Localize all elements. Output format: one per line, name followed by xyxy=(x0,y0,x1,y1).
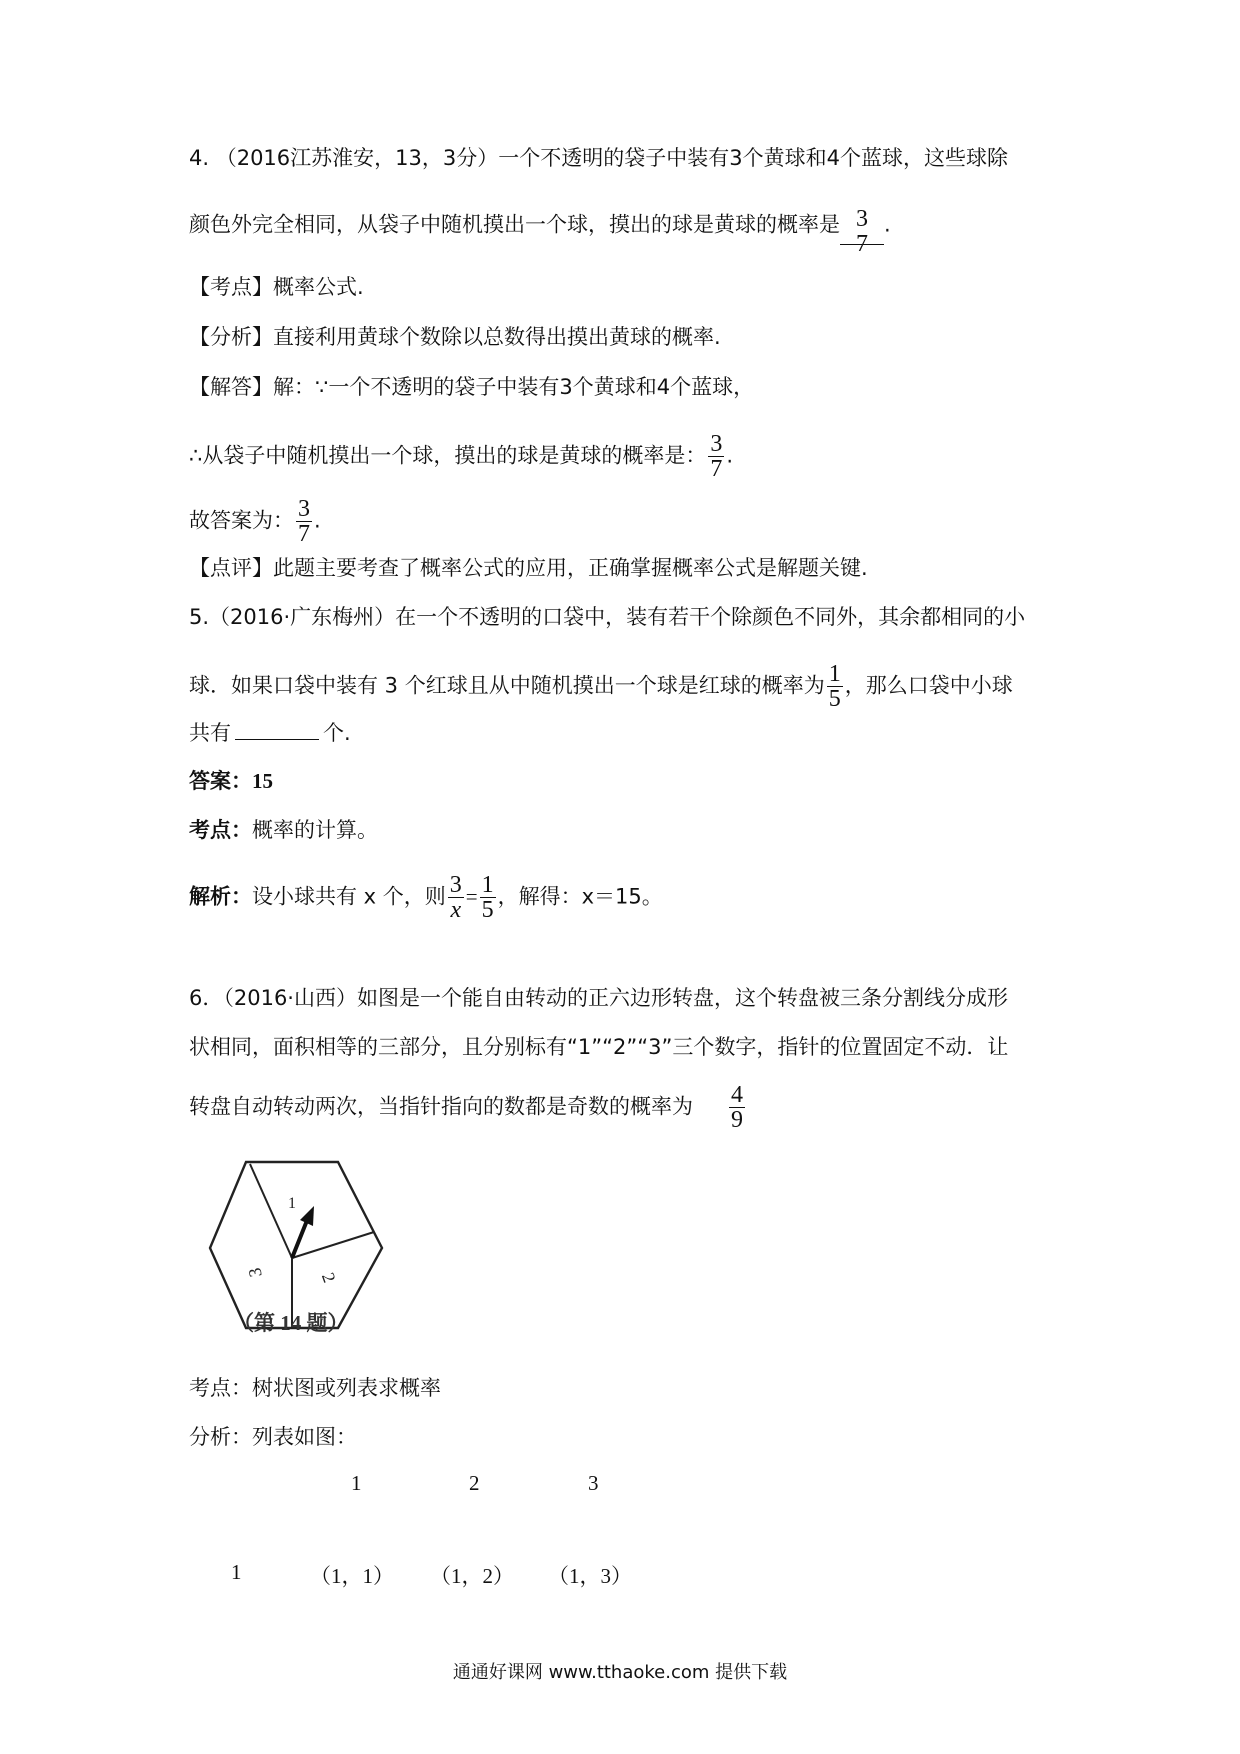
q6-line3 xyxy=(189,1083,747,1132)
q5-jiexi-label: 解析： xyxy=(189,884,252,909)
table-row-label: 1 xyxy=(231,1560,242,1584)
q4-therefore xyxy=(189,432,733,481)
q5-line2-text: 球．如果口袋中装有 3 个红球且从中随机摸出一个球是红球的概率为 xyxy=(189,673,825,698)
q4-jieda: 【解答】解：∵一个不透明的袋子中装有3个黄球和4个蓝球， xyxy=(189,375,755,399)
q6-line1: 6．（2016·山西）如图是一个能自由转动的正六边形转盘，这个转盘被三条分割线分成形 xyxy=(189,986,1008,1010)
q4-therefore-den: 7 xyxy=(710,456,723,482)
table-header-3: 3 xyxy=(588,1471,599,1495)
q4-final-den: 7 xyxy=(298,521,310,547)
divider-line-2 xyxy=(292,1232,374,1258)
q5-eq-den2: 5 xyxy=(481,897,494,923)
q6-line2: 状相同，面积相等的三部分，且分别标有“1”“2”“3”三个数字，指针的位置固定不动．让 xyxy=(189,1035,1009,1059)
q4-line2 xyxy=(189,206,891,257)
table-cell: （1，3） xyxy=(548,1564,632,1588)
q4-answer-line xyxy=(189,497,321,546)
pointer-shaft xyxy=(292,1218,308,1258)
table-header-1: 1 xyxy=(351,1471,362,1495)
q5-line2-end: ，那么口袋中小球 xyxy=(844,673,1013,698)
pointer-arrow-icon xyxy=(300,1206,314,1226)
q4-therefore-end: . xyxy=(726,443,734,468)
q5-frac-den: 5 xyxy=(828,686,841,712)
q5-line3-text: 共有 xyxy=(189,721,231,745)
q4-answer-blank xyxy=(840,206,884,257)
q5-answer xyxy=(189,766,273,796)
q4-dianping: 【点评】此题主要考查了概率公式的应用，正确掌握概率公式是解题关键. xyxy=(189,556,868,580)
q5-blank xyxy=(235,717,319,740)
table-cell: （1，2） xyxy=(430,1564,514,1588)
sector-label-1: 1 xyxy=(288,1195,296,1212)
divider-line-1 xyxy=(250,1164,292,1258)
q5-eq-den1: x xyxy=(450,897,462,923)
q6-frac-den: 9 xyxy=(731,1107,743,1133)
figure-caption: （第 14 题） xyxy=(233,1311,349,1335)
q5-eq-num1: 3 xyxy=(449,872,462,898)
q4-fenxi: 【分析】直接利用黄球个数除以总数得出摸出黄球的概率. xyxy=(189,325,721,349)
sector-label-2: 2 xyxy=(317,1269,340,1286)
q5-kaodian xyxy=(189,815,378,845)
q4-line1: 4. （2016江苏淮安，13，3分）一个不透明的袋子中装有3个黄球和4个蓝球，这些球除 xyxy=(189,146,1008,170)
q5-jiexi-text: 设小球共有 x 个，则 xyxy=(252,884,446,909)
q5-eq-sign: = xyxy=(465,884,478,909)
q5-kaodian-label: 考点： xyxy=(189,818,252,842)
q5-line3 xyxy=(189,717,351,748)
sector-label-3: 3 xyxy=(244,1266,266,1279)
q5-answer-label: 答案： xyxy=(189,769,252,793)
q4-answer-end: . xyxy=(314,508,321,533)
q6-kaodian: 考点：树状图或列表求概率 xyxy=(189,1376,441,1400)
q4-answer-den: 7 xyxy=(856,231,868,257)
q5-kaodian-text: 概率的计算。 xyxy=(252,818,378,842)
page-footer: 通通好课网 www.tthaoke.com 提供下载 xyxy=(452,1662,788,1683)
q6-line3-text: 转盘自动转动两次，当指针指向的数都是奇数的概率为 xyxy=(189,1094,693,1119)
table-cell: （1，1） xyxy=(310,1564,394,1588)
q5-line1: 5.（2016·广东梅州）在一个不透明的口袋中，装有若干个除颜色不同外，其余都相同的小 xyxy=(189,605,1026,629)
q4-answer-label: 故答案为： xyxy=(189,508,294,533)
q5-line2 xyxy=(189,662,1013,711)
q4-final-num: 3 xyxy=(298,496,310,522)
q5-jiexi xyxy=(189,873,663,922)
q5-jiexi-end: ，解得：x＝15。 xyxy=(497,884,663,909)
q6-fenxi: 分析：列表如图： xyxy=(189,1425,357,1449)
q5-answer-value: 15 xyxy=(252,769,273,793)
q5-frac-num: 1 xyxy=(828,661,841,687)
q4-line2-text: 颜色外完全相同，从袋子中随机摸出一个球，摸出的球是黄球的概率是 xyxy=(189,212,840,237)
q5-eq-num2: 1 xyxy=(481,872,494,898)
q4-therefore-num: 3 xyxy=(710,431,723,457)
q5-line3-end: 个. xyxy=(323,721,351,745)
q4-answer-num: 3 xyxy=(856,206,868,232)
q4-kaodian: 【考点】概率公式. xyxy=(189,275,364,299)
q6-frac-num: 4 xyxy=(731,1082,743,1108)
q4-line2-end: . xyxy=(884,212,891,237)
q4-therefore-text: ∴从袋子中随机摸出一个球，摸出的球是黄球的概率是： xyxy=(189,443,707,468)
table-header-2: 2 xyxy=(469,1471,480,1495)
